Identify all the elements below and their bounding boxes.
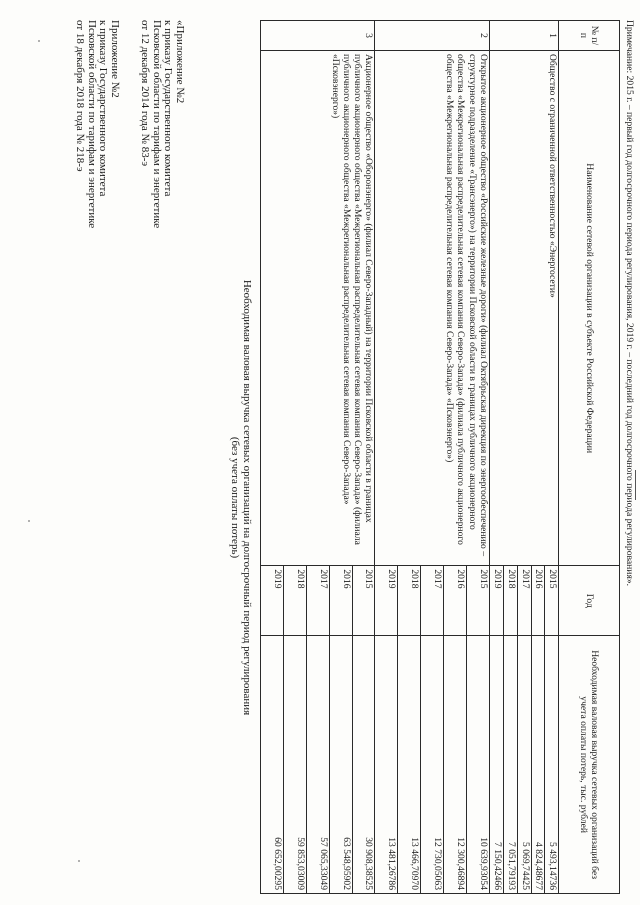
value-cell: 13 466,70970 [398, 636, 421, 894]
appendix-header-line: к приказу Государственного комитета [162, 20, 175, 197]
header-year: Год [559, 566, 620, 636]
value-cell: 4 824,48677 [531, 636, 545, 894]
revenue-table [260, 20, 620, 894]
year-cell: 2018 [398, 566, 421, 636]
row-num: 2 [375, 21, 489, 51]
value-cell: 59 853,03009 [284, 636, 307, 894]
footnote: Примечание: 2015 г. – первый год долгосрочного периода регулирования, 2019 г. – последний год долгосрочного периода регулирования». [624, 20, 635, 587]
year-cell: 2017 [517, 566, 531, 636]
header-num: № п/п [559, 21, 620, 51]
scan-speck [38, 40, 40, 42]
appendix-header-line: «Приложение №2 [174, 20, 186, 104]
scan-speck [28, 520, 30, 522]
table-row [545, 21, 559, 894]
year-cell: 2017 [421, 566, 444, 636]
footnote-divider [635, 470, 636, 500]
year-cell: 2016 [531, 566, 545, 636]
year-cell: 2019 [261, 566, 284, 636]
year-cell: 2015 [352, 566, 375, 636]
year-cell: 2016 [329, 566, 352, 636]
scan-speck [78, 860, 80, 862]
table-header-row [559, 21, 620, 894]
year-cell: 2019 [375, 566, 398, 636]
appendix-header-line: Приложение №2 [109, 20, 121, 98]
value-cell: 13 481,26786 [375, 636, 398, 894]
table-row [352, 21, 375, 894]
year-cell: 2015 [545, 566, 559, 636]
row-num: 1 [489, 21, 559, 51]
value-cell: 60 652,00295 [261, 636, 284, 894]
row-num: 3 [261, 21, 375, 51]
year-cell: 2019 [489, 566, 503, 636]
appendix-header-line: Псковской области по тарифам и энергетике [86, 20, 98, 229]
year-cell: 2016 [444, 566, 467, 636]
value-cell: 5 069,74425 [517, 636, 531, 894]
year-cell: 2018 [503, 566, 517, 636]
appendix-header-line: от 12 декабря 2014 года № 83-э [139, 20, 152, 167]
document-title [229, 225, 252, 770]
org-name: Акционерное общество «Оборонэнерго» (филиал Северо-Западный) на территории Псковской области в границах публичного акционерного общества «Межрегиональная распределительная сетевая компания Северо-Запада» (филиала публичного акционерного общества «Межрегиональная распределительная сетевая компания Северо-Запада» «Псковэнерго») [261, 50, 375, 565]
header-name: Наименование сетевой организации в субъекте Российской Федерации [559, 50, 620, 565]
appendix-header-previous [139, 20, 185, 228]
year-cell: 2015 [466, 566, 489, 636]
value-cell: 12 730,05063 [421, 636, 444, 894]
org-name: Открытое акционерное общество «Российские железные дороги» (филиал Октябрьская дирекция по энергообеспечению – структурное подразделение «Трансэнерго») на территории Псковской области в границах публичного акционерного общества «Межрегиональная распределительная сетевая компания Северо-Запада» (филиала публичного акционерного общества «Межрегиональная распределительная сетевая компания Северо-Запада» «Псковэнерго») [375, 50, 489, 565]
value-cell: 7 150,42466 [489, 636, 503, 894]
title-line: Необходимая валовая выручка сетевых организаций на долгосрочный период регулирования [241, 279, 253, 716]
year-cell: 2017 [306, 566, 329, 636]
appendix-header-line: от 18 декабря 2018 года № 218-э [74, 20, 87, 172]
table-row [466, 21, 489, 894]
year-cell: 2018 [284, 566, 307, 636]
value-cell: 10 639,93054 [466, 636, 489, 894]
header-value: Необходимая валовая выручка сетевых организаций без учета оплаты потерь, тыс. рублей [559, 636, 620, 894]
org-name: Общество с ограниченной ответственностью «Энергосети» [489, 50, 559, 565]
title-subline: (без учета оплаты потерь) [229, 436, 242, 559]
value-cell: 12 300,46894 [444, 636, 467, 894]
value-cell: 57 065,33049 [306, 636, 329, 894]
appendix-header-current [74, 20, 120, 228]
value-cell: 30 908,38525 [352, 636, 375, 894]
value-cell: 7 051,79193 [503, 636, 517, 894]
appendix-header-line: Псковской области по тарифам и энергетике [151, 20, 163, 229]
value-cell: 5 493,14736 [545, 636, 559, 894]
appendix-header-line: к приказу Государственного комитета [97, 20, 110, 197]
value-cell: 63 548,95902 [329, 636, 352, 894]
